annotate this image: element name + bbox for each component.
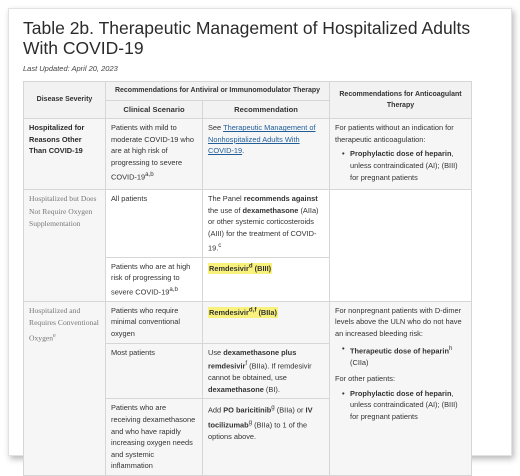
header-clinical-scenario: Clinical Scenario [106,100,203,119]
scenario-cell: All patients [106,190,203,257]
table-row [24,301,472,343]
recommendation-cell: Add PO baricitinib$^g$ (BIIa) or IV tocilizumab$^g$ (BIIa) to 1 of the options above. [203,399,330,476]
table-row [24,119,472,190]
list-item: • Prophylactic dose of heparin, unless contraindicated (AI); (BIII) for pregnant patients [344,148,466,183]
scenario-cell: Patients who require minimal conventional oxygen [106,301,203,343]
scenario-cell: Patients who are receiving dexamethasone and who have rapidly increasing oxygen needs and systemic inflammation [106,399,203,476]
nonhospitalized-guidance-link[interactable]: Therapeutic Management of Nonhospitalized Adults With COVID-19 [208,123,316,156]
anticoagulant-cell-empty [330,190,472,302]
anticoagulant-list [344,388,466,423]
highlighted-text: Remdesivir$^{d,f}$ (BIIa) [209,306,277,318]
scenario-cell: Patients who are at high risk of progressing to severe COVID-19$^{a,b}$ [106,257,203,301]
therapy-table [23,81,472,476]
severity-cell: Hospitalized but Does Not Require Oxygen Supplementation [24,190,106,302]
anticoagulant-cell: For patients without an indication for therapeutic anticoagulation: • Prophylactic dose of heparin, unless contraindicated (AI); (BIII) for pregnant patients [330,119,472,190]
header-disease-severity: Disease Severity [24,82,106,119]
recommendation-cell: The Panel recommends against the use of dexamethasone (AIIa) or other systemic corticosteroids (AIII) for the treatment of COVID-19.$^c$ [203,190,330,257]
recommendation-cell [203,257,330,301]
table-row [24,190,472,257]
header-anticoagulant: Recommendations for Anticoagulant Therapy [330,82,472,119]
severity-cell: Hospitalized for Reasons Other Than COVID-19 [24,119,106,190]
list-item: • Prophylactic dose of heparin, unless contraindicated (AI); (BIII) for pregnant patients [344,388,466,423]
last-updated: Last Updated: April 20, 2023 [23,64,118,73]
scenario-cell: Patients with mild to moderate COVID-19 who are at high risk of progressing to severe COVID-19$^{a,b}$ [106,119,203,190]
header-row [24,82,472,101]
severity-cell: Hospitalized and Requires Conventional Oxygen$^e$ [24,301,106,475]
recommendation-cell: Use dexamethasone plus remdesivir$^f$ (BIIa). If remdesivir cannot be obtained, use dexamethasone (BI). [203,343,330,399]
recommendation-cell [203,301,330,343]
anticoagulant-list [344,148,466,183]
highlighted-text: Remdesivir$^d$ (BIII) [209,262,272,274]
list-item: • Therapeutic dose of heparin$^h$ (CIIa) [344,343,466,369]
scenario-cell: Most patients [106,343,203,399]
header-antiviral-group: Recommendations for Antiviral or Immunomodulator Therapy [106,82,330,101]
anticoagulant-list [344,343,466,369]
header-recommendation: Recommendation [203,100,330,119]
recommendation-cell: See Therapeutic Management of Nonhospitalized Adults With COVID-19. [203,119,330,190]
page-title: Table 2b. Therapeutic Management of Hospitalized Adults With COVID-19 [23,18,471,58]
anticoagulant-cell: For nonpregnant patients with D-dimer levels above the ULN who do not have an increased bleeding risk: • Therapeutic dose of heparin$^h$ (CIIa) For other patients: • Prophylactic dose of heparin, unless contraindicated (AI); (BIII) for pregnant patients [330,301,472,475]
